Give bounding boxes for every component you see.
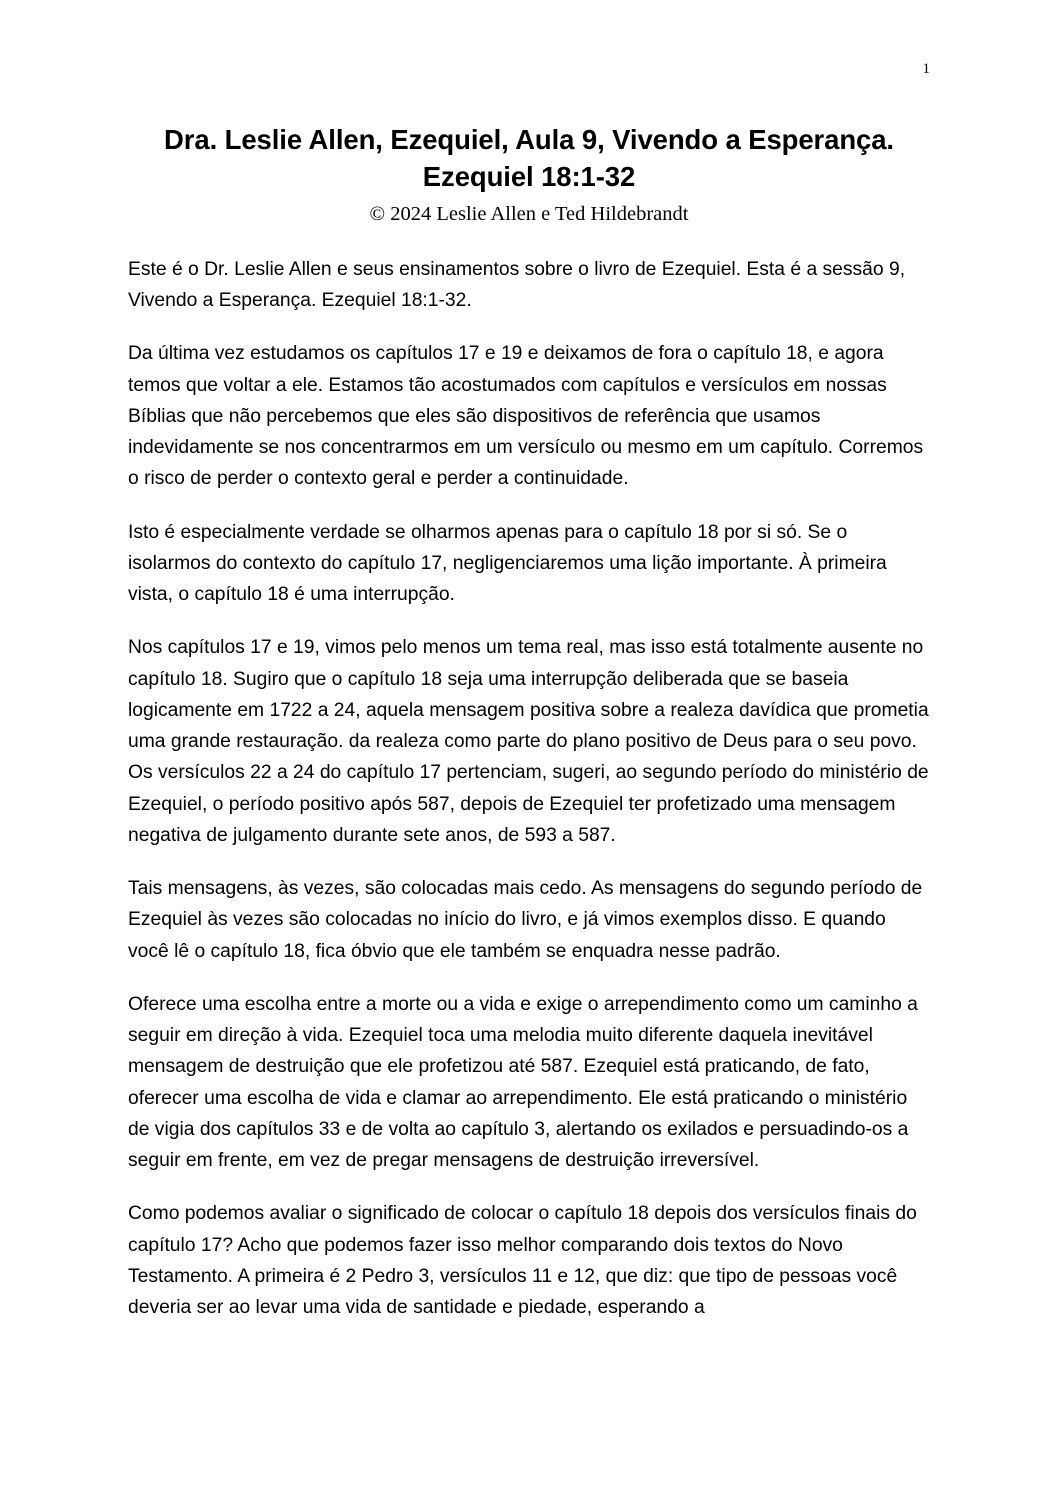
- paragraph: Como podemos avaliar o significado de colocar o capítulo 18 depois dos versículos finais do capítulo 17? Acho que podemos fazer isso melhor comparando dois textos do Novo Testamento. A primeira é 2 Pedro 3, versículos 11 e 12, que diz: que tipo de pessoas você deveria ser ao levar uma vida de santidade e piedade, esperando a: [128, 1203, 917, 1319]
- paragraph: Nos capítulos 17 e 19, vimos pelo menos um tema real, mas isso está totalmente ausente no capítulo 18. Sugiro que o capítulo 18 seja uma interrupção deliberada que se baseia logicamente em 1722 a 24, aquela mensagem positiva sobre a realeza davídica que prometia uma grande restauração. da realeza como parte do plano positivo de Deus para o seu povo. Os versículos 22 a 24 do capítulo 17 pertenciam, sugeri, ao segundo período do ministério de Ezequiel, o período positivo após 587, depois de Ezequiel ter profetizado uma mensagem negativa de julgamento durante sete anos, de 593 a 587.: [128, 637, 929, 846]
- document-body: [128, 254, 930, 1324]
- page-number: 1: [922, 61, 930, 77]
- page-title: Dra. Leslie Allen, Ezequiel, Aula 9, Vivendo a Esperança. Ezequiel 18:1-32: [164, 124, 894, 192]
- paragraph: Este é o Dr. Leslie Allen e seus ensinamentos sobre o livro de Ezequiel. Esta é a sessão 9, Vivendo a Esperança. Ezequiel 18:1-32.: [128, 258, 906, 312]
- paragraph: Da última vez estudamos os capítulos 17 e 19 e deixamos de fora o capítulo 18, e agora temos que voltar a ele. Estamos tão acostumados com capítulos e versículos em nossas Bíblias que não percebemos que eles são dispositivos de referência que usamos indevidamente se nos concentrarmos em um versículo ou mesmo em um capítulo. Corremos o risco de perder o contexto geral e perder a continuidade.: [128, 343, 924, 490]
- paragraph: Isto é especialmente verdade se olharmos apenas para o capítulo 18 por si só. Se o isolarmos do contexto do capítulo 17, negligenciaremos uma lição importante. À primeira vista, o capítulo 18 é uma interrupção.: [128, 521, 887, 606]
- paragraph: Tais mensagens, às vezes, são colocadas mais cedo. As mensagens do segundo período de Ezequiel às vezes são colocadas no início do livro, e já vimos exemplos disso. E quando você lê o capítulo 18, fica óbvio que ele também se enquadra nesse padrão.: [128, 878, 923, 962]
- paragraph: Oferece uma escolha entre a morte ou a vida e exige o arrependimento como um caminho a seguir em direção à vida. Ezequiel toca uma melodia muito diferente daquela inevitável mensagem de destruição que ele profetizou até 587. Ezequiel está praticando, de fato, oferecer uma escolha de vida e clamar ao arrependimento. Ele está praticando o ministério de vigia dos capítulos 33 e de volta ao capítulo 3, alertando os exilados e persuadindo-os a seguir em frente, em vez de pregar mensagens de destruição irreversível.: [128, 993, 918, 1172]
- copyright-line: © 2024 Leslie Allen e Ted Hildebrandt: [369, 203, 689, 226]
